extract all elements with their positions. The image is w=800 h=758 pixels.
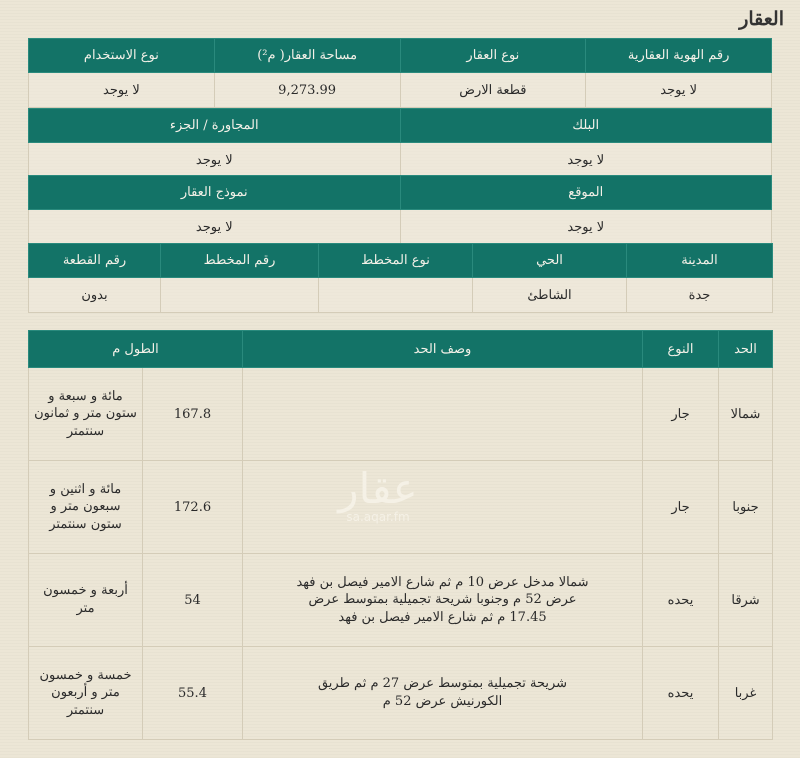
header-description: وصف الحد [243,331,643,368]
watermark-url: sa.aqar.fm [346,510,410,524]
value-usage-type: لا يوجد [29,73,215,108]
cell-type: جار [643,461,719,554]
header-property-id: رقم الهوية العقارية [586,39,772,73]
aqar-logo-icon: عقار [338,464,418,513]
value-location: لا يوجد [400,210,772,245]
header-property-model: نموذج العقار [29,176,401,210]
value-city: جدة [627,278,773,313]
value-property-area: 9,273.99 [214,73,400,108]
cell-description: شمالا مدخل عرض 10 م ثم شارع الامير فيصل بن فهد عرض 52 م وجنوبا شريحة تجميلية بمتوسط عرض 17.45 م ثم شارع الامير فيصل بن فهد [243,554,643,647]
header-type: النوع [643,331,719,368]
block-table [28,108,772,178]
value-property-id: لا يوجد [586,73,772,108]
value-property-model: لا يوجد [29,210,401,245]
cell-side: جنوبا [719,461,773,554]
cell-length: 172.6 [143,461,243,554]
plan-table [28,243,773,313]
table-row [29,461,773,554]
value-plan-number [161,278,319,313]
cell-length-text: خمسة و خمسون متر و أربعون سنتمتر [29,647,143,740]
cell-length: 167.8 [143,368,243,461]
property-info-table [28,38,772,108]
table-row [29,368,773,461]
location-table [28,175,772,245]
header-property-type: نوع العقار [400,39,586,73]
header-city: المدينة [627,244,773,278]
table-row [29,647,773,740]
header-length: الطول م [29,331,243,368]
boundaries-table [28,330,773,740]
value-property-type: قطعة الارض [400,73,586,108]
value-block: لا يوجد [400,143,772,178]
cell-length-text: أربعة و خمسون متر [29,554,143,647]
cell-description [243,461,643,554]
header-usage-type: نوع الاستخدام [29,39,215,73]
cell-length: 54 [143,554,243,647]
header-location: الموقع [400,176,772,210]
cell-side: شرقا [719,554,773,647]
header-district: الحي [473,244,627,278]
cell-type: جار [643,368,719,461]
header-side: الحد [719,331,773,368]
cell-type: يحده [643,647,719,740]
value-neighborhood-part: لا يوجد [29,143,401,178]
cell-description: شريحة تجميلية بمتوسط عرض 27 م ثم طريق الكورنيش عرض 52 م [243,647,643,740]
cell-type: يحده [643,554,719,647]
cell-side: غربا [719,647,773,740]
cell-length-text: مائة و سبعة و ستون متر و ثمانون سنتمتر [29,368,143,461]
cell-length-text: مائة و اثنين و سبعون متر و ستون سنتمتر [29,461,143,554]
page-title: العقار [739,8,784,30]
header-property-area: مساحة العقار( م²) [214,39,400,73]
cell-length: 55.4 [143,647,243,740]
cell-side: شمالا [719,368,773,461]
value-plot-number: بدون [29,278,161,313]
header-block: البلك [400,109,772,143]
header-plan-number: رقم المخطط [161,244,319,278]
header-plan-type: نوع المخطط [319,244,473,278]
value-plan-type [319,278,473,313]
cell-description [243,368,643,461]
header-plot-number: رقم القطعة [29,244,161,278]
table-row [29,554,773,647]
value-district: الشاطئ [473,278,627,313]
header-neighborhood-part: المجاورة / الجزء [29,109,401,143]
